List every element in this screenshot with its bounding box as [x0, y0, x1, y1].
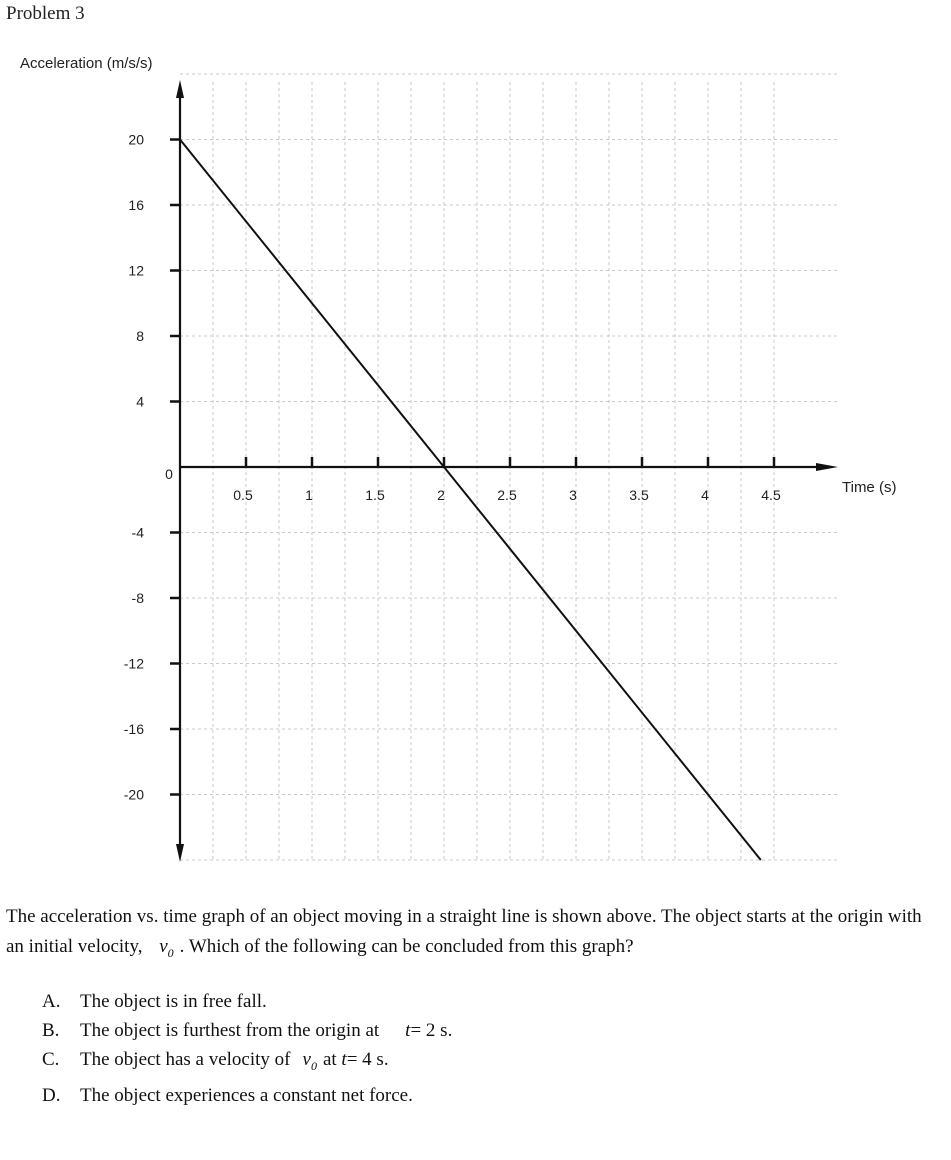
option-text-mid: at	[322, 1049, 337, 1070]
y-tick-label: 4	[136, 393, 144, 410]
y-axis-arrow-down	[176, 844, 184, 862]
option-letter: C.	[42, 1049, 60, 1070]
option-text: The object is furthest from the origin at	[80, 1020, 380, 1041]
y-tick-label: 12	[128, 262, 144, 279]
question-part2: . Which of the following can be concluded from this graph?	[179, 936, 634, 957]
x-tick-label: 2.5	[497, 487, 517, 503]
y-tick-label: -12	[123, 655, 144, 672]
option-text: The object experiences a constant net force.	[80, 1084, 413, 1106]
time-symbol: t	[405, 1020, 411, 1041]
y-tick-label: 20	[128, 131, 144, 148]
option-letter: A.	[42, 991, 61, 1012]
x-tick-label: 4.5	[761, 487, 781, 503]
question-part1: The acceleration vs. time graph of an object moving in a straight line is shown above. The object starts at the origin with an initial velocity,	[6, 906, 922, 957]
x-tick-label: 4	[701, 487, 709, 503]
option-c[interactable]	[42, 1045, 452, 1081]
origin-label: 0	[165, 466, 173, 482]
x-axis-label: Time (s)	[842, 479, 897, 496]
x-tick-label: 1.5	[365, 487, 385, 503]
initial-velocity-symbol: $v_0$	[159, 936, 174, 960]
y-tick-label: -20	[123, 786, 144, 803]
y-tick-label: 16	[128, 197, 144, 213]
series-layer	[180, 140, 761, 861]
x-tick-label: 3.5	[629, 487, 649, 503]
y-tick-label: -16	[123, 721, 144, 737]
option-math-rest: = 4 s.	[346, 1049, 389, 1070]
y-axis-arrow-up	[176, 80, 184, 98]
option-b[interactable]	[42, 1016, 452, 1045]
time-symbol: t	[341, 1049, 347, 1070]
option-a[interactable]	[42, 987, 452, 1016]
y-tick-label: 8	[136, 328, 144, 344]
option-letter: D.	[42, 1084, 61, 1106]
problem-label: Problem 3	[6, 3, 85, 24]
velocity-symbol: $v_0$	[302, 1049, 317, 1073]
answer-options	[42, 987, 452, 1110]
option-d[interactable]	[42, 1081, 452, 1110]
option-text: The object has a velocity of	[80, 1049, 291, 1070]
y-axis-label: Acceleration (m/s/s)	[20, 55, 153, 72]
axes	[176, 80, 838, 862]
acceleration-line	[180, 140, 761, 861]
x-axis-arrow	[816, 463, 838, 471]
question-text	[6, 902, 941, 968]
option-math-rest: = 2 s.	[410, 1020, 453, 1041]
y-tick-label: -4	[131, 524, 144, 541]
x-tick-label: 0.5	[233, 487, 253, 503]
option-letter: B.	[42, 1020, 60, 1041]
y-tick-label: -8	[131, 590, 144, 606]
x-tick-label: 3	[569, 487, 577, 503]
x-tick-label: 1	[305, 487, 313, 503]
x-tick-label: 2	[437, 487, 445, 503]
option-text: The object is in free fall.	[80, 991, 267, 1012]
